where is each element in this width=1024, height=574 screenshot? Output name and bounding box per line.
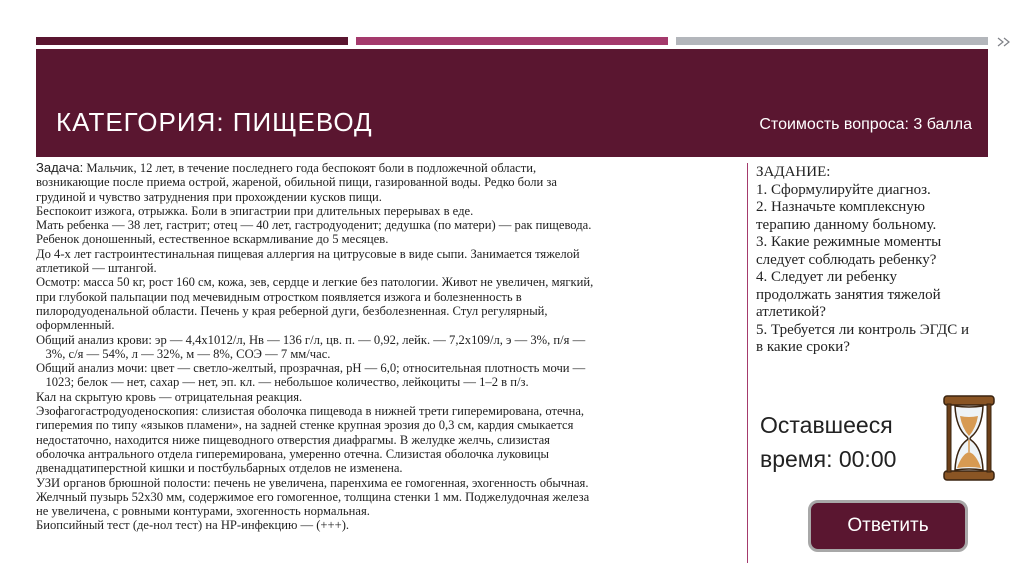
remaining-time [760,408,896,476]
task-line: гиперемия по типу «языков пламени», на задней стенке крупная эрозия до 0,3 см, кардия смыкается [36,418,574,433]
task-line: при глубокой пальпации под мечевидным отростком появляется изжога и болезненность в [36,289,522,304]
remaining-time-value: время: 00:00 [760,446,897,472]
task-label: Задача: [36,161,84,175]
task-line: оболочка антрального отдела гиперемирована, умеренно отечна. Слизистая оболочка луковицы [36,446,549,461]
assignment-line: следует соблюдать ребенку? [756,251,937,268]
task-first-line [36,161,738,175]
task-line: Мальчик, 12 лет, в течение последнего года беспокоят боли в подложечной области, [83,161,537,175]
assignment-line: атлетикой? [756,304,826,320]
column-divider [747,163,748,563]
task-line: 3%, с/я — 54%, л — 32%, м — 8%, СОЭ — 7 мм/час. [36,346,331,361]
chevron-right-icon [996,37,1022,47]
assignment-line: в какие сроки? [756,339,850,355]
top-stripe-dark [36,37,348,45]
task-line: Осмотр: масса 50 кг, рост 160 см, кожа, зев, сердце и легкие без патологии. Живот не увеличен, мягкий, [36,275,594,290]
assignment-line: 5. Требуется ли контроль ЭГДС и [756,321,970,338]
assignment-line: 2. Назначьте комплексную [756,199,925,215]
task-line: двенадцатиперстной кишки и постбульбарных отделов не изменена. [36,461,403,476]
assignment-heading: ЗАДАНИЕ: [756,164,831,180]
task-line: До 4-х лет гастроинтестинальная пищевая аллергия на цитрусовые в виде сыпи. Занимается тяжелой [36,246,580,261]
question-cost: Стоимость вопроса: 3 балла [759,116,972,133]
task-line: 1023; белок — нет, сахар — нет, эп. кл. — небольшое количество, лейкоциты — 1–2 в п/з. [36,375,529,390]
assignment-line: терапию данному больному. [756,216,937,233]
task-line: не увеличена, с ровными контурами, эхогенность нормальная. [36,504,370,519]
task-line: грудиной и чувство затруднения при прохождении кусков пищи. [36,189,382,204]
remaining-time-label: Оставшееся [760,412,893,438]
answer-button[interactable]: Ответить [808,500,968,552]
assignment-panel [756,164,1020,357]
page-title: КАТЕГОРИЯ: ПИЩЕВОД [56,107,373,137]
task-line: Эзофагогастродуоденоскопия: слизистая оболочка пищевода в нижней трети гиперемирована, отечна, [36,404,585,419]
task-line: оформленный. [36,318,115,333]
task-line: Мать ребенка — 38 лет, гастрит; отец — 40 лет, гастродуоденит; дедушка (по матери) — рак пищевода. [36,218,592,233]
task-line: пилородуоденальной области. Печень у края реберной дуги, безболезненная. Стул регулярный, [36,303,548,318]
task-line: Общий анализ мочи: цвет — светло-желтый, прозрачная, рН — 6,0; относительная плотность мочи — [36,361,586,376]
task-line: Кал на скрытую кровь — отрицательная реакция. [36,389,303,404]
assignment-line: 1. Сформулируйте диагноз. [756,181,931,198]
task-line: атлетикой — штангой. [36,261,157,276]
task-line: УЗИ органов брюшной полости: печень не увеличена, паренхима ее гомогенная, эхогенность обычная. [36,475,589,490]
top-stripe-mid [356,37,668,45]
top-stripe-gray [676,37,988,45]
task-line: Беспокоит изжога, отрыжка. Боли в эпигастрии при длительных перерывах в еде. [36,203,474,218]
task-line: возникающие после приема острой, жареной, обильной пищи, газированной воды. Редко боли за [36,175,557,190]
task-line: недостаточно, находится ниже пищеводного отверстия диафрагмы. В желудке желчь, слизистая [36,432,550,447]
task-line: Биопсийный тест (де-нол тест) на НР-инфекцию — (+++). [36,518,350,533]
assignment-line: 4. Следует ли ребенку [756,269,897,285]
task-line: Ребенок доношенный, естественное вскармливание до 5 месяцев. [36,232,389,247]
header-banner [36,49,988,157]
task-line: Общий анализ крови: эр — 4,4х1012/л, Нв — 136 г/л, цв. п. — 0,92, лейк. — 7,2х109/л, э — 3%, п/я — [36,332,586,347]
task-line: Желчный пузырь 52х30 мм, содержимое его гомогенное, толщина стенки 1 мм. Поджелудочная железа [36,489,590,504]
hourglass-icon [938,394,1000,482]
assignment-line: продолжать занятия тяжелой [756,286,941,303]
task-text [36,161,738,533]
assignment-line: 3. Какие режимные моменты [756,234,942,250]
